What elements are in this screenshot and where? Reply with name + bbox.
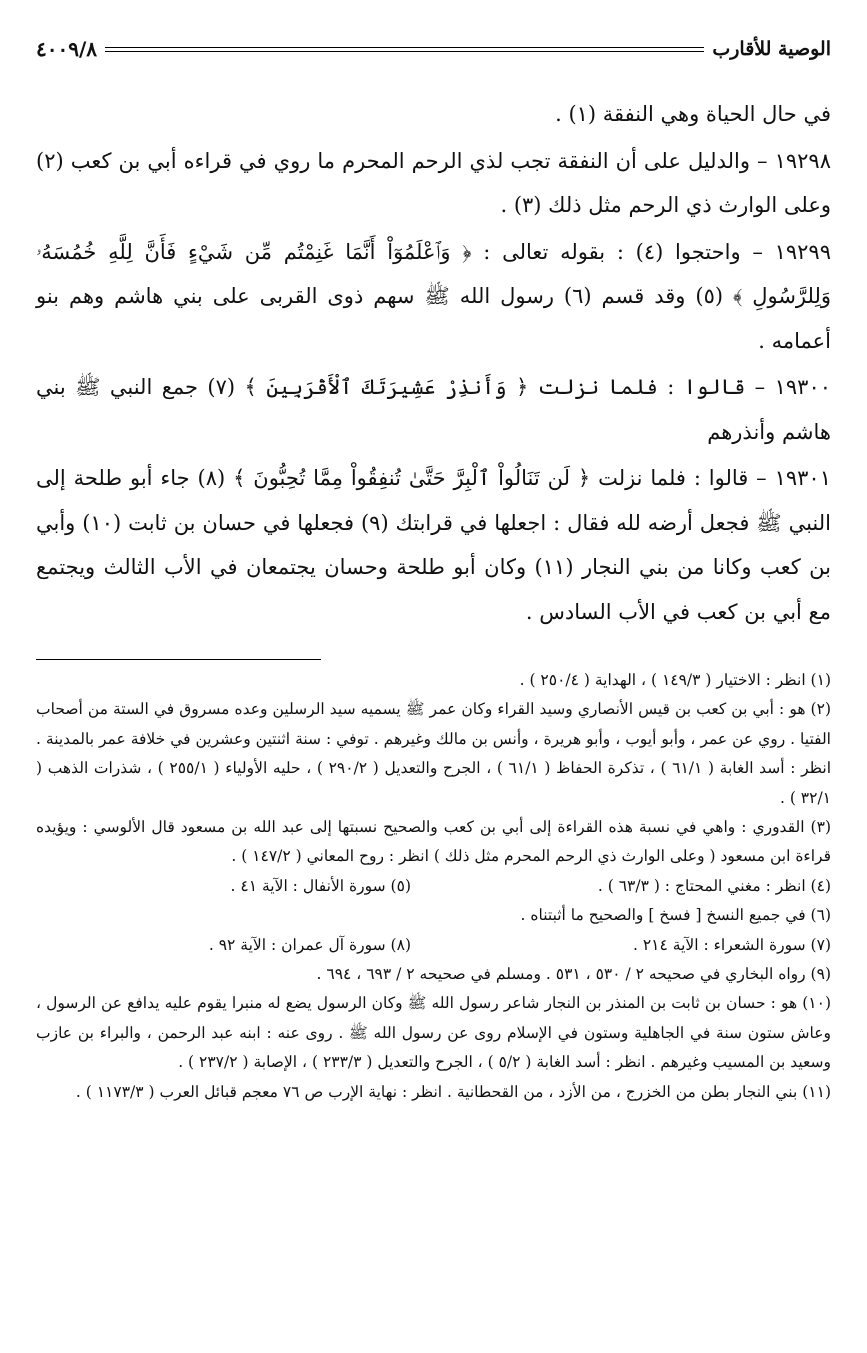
- footnotes: [36, 666, 831, 1107]
- header-rule: [105, 47, 704, 52]
- paragraph-19299: ١٩٢٩٩ – واحتجوا (٤) : بقوله تعالى : ﴿ وَٱعْلَمُوٓاْ أَنَّمَا غَنِمْتُم مِّن شَيْءٍ فَأَنَّ لِلَّهِ خُمُسَهُۥ وَلِلرَّسُولِ ﴾ (٥) وقد قسم (٦) رسول الله ﷺ سهم ذوى القربى على بني هاشم وهم بنو أعمامه .: [36, 239, 832, 353]
- footnote-10: (١٠) هو : حسان بن ثابت بن المنذر بن النجار شاعر رسول الله ﷺ وكان الرسول يضع له منبرا يقوم عليه يدافع عن الرسول ، وعاش ستون سنة في الجاهلية وستون في الإسلام روى عن رسول الله ﷺ . روى عنه : ابنه عبد الرحمن ، والبراء بن عازب وسعيد بن المسيب وغيرهم . انظر : أسد الغابة ( ٥/٢ ) ، الجرح والتعديل ( ٢٣٣/٣ ) ، الإصابة ( ٢٣٧/٢ ) .: [36, 994, 831, 1072]
- footnote-4: (٤) انظر : مغني المحتاج : ( ٦٣/٣ ) .: [597, 876, 831, 895]
- header-page-code: ٤٠٠٩/٨: [36, 37, 98, 61]
- footnote-row-4-5: [36, 872, 831, 901]
- footnote-9: (٩) رواه البخاري في صحيحه ٢ / ٥٣٠ ، ٥٣١ . ومسلم في صحيحه ٢ / ٦٩٣ ، ٦٩٤ .: [316, 965, 831, 984]
- paragraph-19301: ١٩٣٠١ – قالوا : فلما نزلت ﴿ لَن تَنَالُواْ ٱلْبِرَّ حَتَّىٰ تُنفِقُواْ مِمَّا تُحِبُّونَ ﴾ (٨) جاء أبو طلحة إلى النبي ﷺ فجعل أرضه لله فقال : اجعلها في قرابتك (٩) فجعلها في حسان بن ثابت (١٠) وأبي بن كعب وكانا من بني النجار (١١) وكان أبو طلحة وحسان يجتمعان في الأب الثالث ويجتمع مع أبي بن كعب في الأب السادس .: [36, 466, 831, 624]
- footnote-separator: [36, 659, 321, 660]
- paragraph-19298: ١٩٢٩٨ – والدليل على أن النفقة تجب لذي الرحم المحرم ما روي في قراءه أبي بن كعب (٢) وعلى الوارث ذي الرحم مثل ذلك (٣) .: [36, 148, 831, 217]
- footnote-row-7-8: [36, 931, 831, 960]
- footnote-2: (٢) هو : أبي بن كعب بن قيس الأنصاري وسيد القراء وكان عمر ﷺ يسميه سيد الرسلين وعده مسروق في الستة من أصحاب الفتيا . روي عن عمر ، وأبو أيوب ، وأبو هريرة ، وأنس بن مالك وغيرهم . توفي : سنة اثنتين وعشرين في خلافة عمر بالمدينة . انظر : أسد الغابة ( ٦١/١ ) ، تذكرة الحفاظ ( ٦١/١ ) ، الجرح والتعديل ( ٢٩٠/٢ ) ، حليه الأولياء ( ٢٥٥/١ ) ، شذرات الذهب ( ٣٢/١ ) .: [36, 700, 831, 807]
- paragraph-19300: ١٩٣٠٠ – قالوا : فلما نزلت ﴿ وَأَنذِرْ عَشِيرَتَكَ ٱلْأَقْرَبِينَ ﴾ (٧) جمع النبي ﷺ بني هاشم وأنذرهم: [36, 375, 832, 444]
- footnote-3: (٣) القدوري : واهي في نسبة هذه القراءة إلى أبي بن كعب والصحيح نسبتها إلى عبد الله بن مسعود قال الألوسي : ويؤيده قراءة ابن مسعود ( وعلى الوارث ذي الرحم المحرم مثل ذلك ) انظر : روح المعاني ( ١٤٧/٢ ) .: [36, 818, 831, 866]
- footnote-1: (١) انظر : الاختيار ( ١٤٩/٣ ) ، الهداية ( ٢٥٠/٤ ) .: [519, 671, 831, 689]
- header-title: الوصية للأقارب: [712, 38, 831, 60]
- document-page: [36, 30, 831, 1107]
- footnote-8: (٨) سورة آل عمران : الآية ٩٢ .: [208, 935, 411, 954]
- footnote-6: (٦) في جميع النسخ [ فسخ ] والصحيح ما أثبتناه .: [520, 906, 831, 925]
- main-text: [36, 92, 831, 634]
- footnote-7: (٧) سورة الشعراء : الآية ٢١٤ .: [633, 935, 831, 954]
- running-header: [36, 30, 831, 68]
- footnote-5: (٥) سورة الأنفال : الآية ٤١ .: [230, 876, 411, 895]
- footnote-11: (١١) بني النجار بطن من الخزرج ، من الأزد ، من القحطانية . انظر : نهاية الإرب ص ٧٦ معجم قبائل العرب ( ١١٧٣/٣ ) .: [75, 1082, 831, 1101]
- paragraph-1: في حال الحياة وهي النفقة (١) .: [555, 102, 831, 126]
